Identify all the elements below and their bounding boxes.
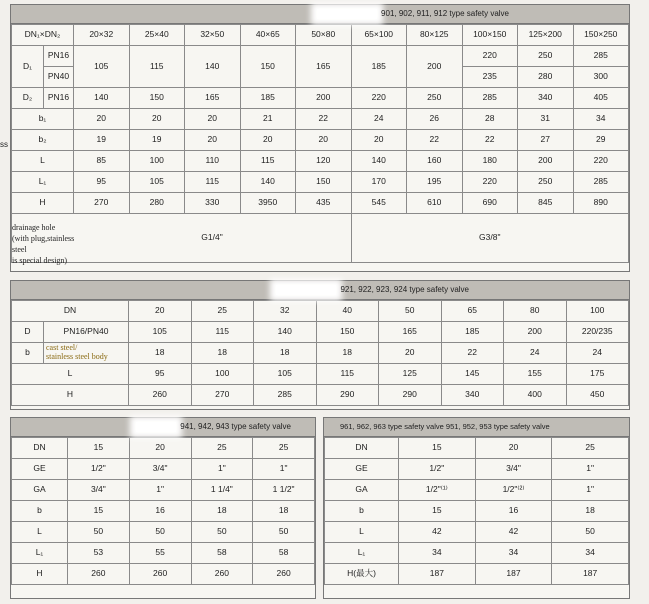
table-cell: 28	[462, 109, 518, 130]
table-cell: 34	[399, 543, 476, 564]
table-cell: 22	[407, 130, 463, 151]
table-cell: 1"	[253, 459, 315, 480]
table-cell: 18	[191, 501, 253, 522]
table-cell: 1 1/4"	[191, 480, 253, 501]
table-cell: 1 1/2"	[253, 480, 315, 501]
table-cell: 125	[379, 364, 442, 385]
row-sublabel: PN16	[44, 46, 74, 67]
table-row	[325, 522, 629, 543]
note-line: cast steel/	[46, 343, 78, 353]
table-cell: 50	[129, 522, 191, 543]
table-cell: 187	[475, 564, 552, 585]
table-cell: 285	[573, 46, 629, 67]
table-cell: 610	[407, 193, 463, 214]
table-cell: 18	[191, 343, 254, 364]
table-cell: 18	[552, 501, 629, 522]
table-cell: 16	[475, 501, 552, 522]
dimension-table	[11, 24, 629, 263]
table-cell: 115	[191, 322, 254, 343]
row-label: DN	[12, 438, 68, 459]
table-cell: 95	[74, 172, 130, 193]
table-cell: 22	[296, 109, 352, 130]
column-header: 40	[316, 301, 379, 322]
table-cell: 3/4"	[68, 480, 130, 501]
table-cell: 340	[441, 385, 504, 406]
table-cell: 145	[441, 364, 504, 385]
table-cell: 115	[240, 151, 296, 172]
table-cell: 115	[185, 172, 241, 193]
column-header: 80	[504, 301, 567, 322]
row-sublabel: PN16/PN40	[44, 322, 129, 343]
table-cell: 285	[254, 385, 317, 406]
column-header: 25	[191, 301, 254, 322]
table-cell: 220/235	[566, 322, 629, 343]
row-label: GA	[325, 480, 399, 501]
note-line: stainless steel body	[46, 352, 108, 361]
table-cell: 260	[68, 564, 130, 585]
table-cell: 260	[129, 385, 192, 406]
table-cell: 50	[552, 522, 629, 543]
table-cell: 405	[573, 88, 629, 109]
table-cell: 845	[518, 193, 574, 214]
table-cell: 150	[129, 88, 185, 109]
table-cell: 220	[573, 151, 629, 172]
table-cell: 250	[407, 88, 463, 109]
table-cell: 3950	[240, 193, 296, 214]
table-cell: 50	[191, 522, 253, 543]
row-label: GE	[12, 459, 68, 480]
table-cell: 235	[462, 67, 518, 88]
table-cell: 140	[240, 172, 296, 193]
body-note-cell	[44, 343, 129, 364]
table-cell: 220	[351, 88, 407, 109]
table-row	[12, 480, 315, 501]
table-cell: 55	[129, 543, 191, 564]
column-header: 125×200	[518, 25, 574, 46]
table-cell: 19	[129, 130, 185, 151]
table-cell: 160	[407, 151, 463, 172]
table-cell: 185	[351, 46, 407, 88]
column-header: 40×65	[240, 25, 296, 46]
column-header: 65×100	[351, 25, 407, 46]
table-cell: 115	[316, 364, 379, 385]
table-cell: 185	[441, 322, 504, 343]
table-row	[325, 438, 629, 459]
table-cell: 400	[504, 385, 567, 406]
table-cell: 435	[296, 193, 352, 214]
table-cell: 165	[379, 322, 442, 343]
table-cell: G1/4"	[74, 214, 352, 263]
table-cell: 25	[552, 438, 629, 459]
table-cell: 200	[296, 88, 352, 109]
table-row	[12, 88, 629, 109]
table-cell: 1"	[552, 459, 629, 480]
table-cell: 200	[504, 322, 567, 343]
table-cell: 50	[253, 522, 315, 543]
table-cell: 21	[240, 109, 296, 130]
table-cell: 22	[462, 130, 518, 151]
column-header: 100	[566, 301, 629, 322]
table-cell: 115	[129, 46, 185, 88]
table-cell: 25	[253, 438, 315, 459]
table-cell: 105	[254, 364, 317, 385]
row-label: b	[12, 501, 68, 522]
table-cell: 26	[407, 109, 463, 130]
row-label: H(最大)	[325, 564, 399, 585]
table-cell: 1"	[129, 480, 191, 501]
table-cell: 140	[254, 322, 317, 343]
table-row	[12, 214, 629, 263]
table-cell: 105	[129, 172, 185, 193]
table-cell: 200	[407, 46, 463, 88]
table-cell: 20	[74, 109, 130, 130]
table-cell: 1"	[191, 459, 253, 480]
row-label: DN	[325, 438, 399, 459]
table-cell: 270	[74, 193, 130, 214]
table-cell: 50	[68, 522, 130, 543]
table-cell: 175	[566, 364, 629, 385]
data-rows	[325, 438, 629, 585]
table-cell: 31	[518, 109, 574, 130]
table-cell: 18	[254, 343, 317, 364]
row-label: b₂	[12, 130, 74, 151]
row-label: H	[12, 564, 68, 585]
column-header: 25×40	[129, 25, 185, 46]
table-row	[12, 543, 315, 564]
table-cell: 18	[316, 343, 379, 364]
table-cell: 34	[552, 543, 629, 564]
table-row	[12, 151, 629, 172]
header-row	[12, 25, 629, 46]
table-cell: 285	[573, 172, 629, 193]
row-label: D₁	[12, 46, 44, 88]
table-cell: 20	[129, 438, 191, 459]
header-row	[12, 301, 629, 322]
table-cell: 285	[462, 88, 518, 109]
table-cell: 24	[351, 109, 407, 130]
row-sublabel: PN16	[44, 88, 74, 109]
table-row	[12, 385, 629, 406]
table-cell: 18	[253, 501, 315, 522]
dimension-table	[11, 437, 315, 585]
row-label: L₁	[325, 543, 399, 564]
table-row	[12, 172, 629, 193]
table-cell: 29	[573, 130, 629, 151]
table-cell: 15	[68, 438, 130, 459]
table-cell: 20	[351, 130, 407, 151]
table-row	[12, 438, 315, 459]
table-cell: 20	[185, 109, 241, 130]
table-cell: 250	[518, 46, 574, 67]
row-label: b	[12, 343, 44, 364]
table-title: 901, 902, 911, 912 type safety valve	[11, 5, 629, 24]
table-cell: 187	[399, 564, 476, 585]
table-row	[12, 130, 629, 151]
table-cell: 290	[316, 385, 379, 406]
table-cell: 290	[379, 385, 442, 406]
table-cell: 170	[351, 172, 407, 193]
row-label: L	[12, 522, 68, 543]
table-cell: 155	[504, 364, 567, 385]
table-row	[325, 501, 629, 522]
table-row	[12, 343, 629, 364]
dimension-table	[324, 437, 629, 585]
table-row	[12, 109, 629, 130]
table-cell: 1"	[552, 480, 629, 501]
table-cell: 220	[462, 46, 518, 67]
column-header: 50	[379, 301, 442, 322]
table-title: 941, 942, 943 type safety valve	[11, 418, 315, 437]
table-cell: 270	[191, 385, 254, 406]
table-cell: 95	[129, 364, 192, 385]
data-rows	[12, 438, 315, 585]
table-cell: 53	[68, 543, 130, 564]
table-cell: 85	[74, 151, 130, 172]
note-line: is special design)	[12, 256, 68, 265]
table-cell: 3/4"	[129, 459, 191, 480]
table-cell: 20	[296, 130, 352, 151]
table-cell: 16	[129, 501, 191, 522]
table-cell: 195	[407, 172, 463, 193]
row-label: b₁	[12, 109, 74, 130]
row-label: GA	[12, 480, 68, 501]
table-cell: 100	[191, 364, 254, 385]
row-label: L₁	[12, 172, 74, 193]
table-cell: 260	[191, 564, 253, 585]
table-cell: 25	[191, 438, 253, 459]
row-sublabel: PN40	[44, 67, 74, 88]
table-row	[12, 322, 629, 343]
table-cell: 165	[185, 88, 241, 109]
row-label: L₁	[12, 543, 68, 564]
table-cell: 185	[240, 88, 296, 109]
column-header: DN₁×DN₂	[12, 25, 74, 46]
table-cell: 120	[296, 151, 352, 172]
table-row	[12, 459, 315, 480]
table-cell: 545	[351, 193, 407, 214]
edge-fragment: ss	[0, 140, 8, 149]
table-cell: 20	[129, 109, 185, 130]
table-cell: 34	[475, 543, 552, 564]
table-cell: 20	[475, 438, 552, 459]
table-cell: 220	[462, 172, 518, 193]
table-cell: 19	[74, 130, 130, 151]
table-941-943	[10, 417, 316, 599]
row-label: L	[12, 364, 129, 385]
table-cell: 24	[504, 343, 567, 364]
table-cell: 150	[316, 322, 379, 343]
column-header: 20	[129, 301, 192, 322]
row-label: b	[325, 501, 399, 522]
row-label: GE	[325, 459, 399, 480]
column-header: 80×125	[407, 25, 463, 46]
table-cell: 34	[573, 109, 629, 130]
table-cell: 3/4"	[475, 459, 552, 480]
table-cell: 42	[399, 522, 476, 543]
table-cell: 20	[240, 130, 296, 151]
table-cell: 280	[518, 67, 574, 88]
row-label: H	[12, 193, 74, 214]
column-header: 100×150	[462, 25, 518, 46]
table-cell: 105	[74, 46, 130, 88]
table-title: 921, 922, 923, 924 type safety valve	[11, 281, 629, 300]
table-cell: 1/2"	[399, 459, 476, 480]
table-row	[12, 46, 629, 67]
table-cell: 58	[253, 543, 315, 564]
table-cell: 330	[185, 193, 241, 214]
table-cell: 20	[379, 343, 442, 364]
column-header: 32	[254, 301, 317, 322]
table-cell: 260	[253, 564, 315, 585]
table-row	[12, 364, 629, 385]
table-cell: 250	[518, 172, 574, 193]
table-row	[325, 564, 629, 585]
table-cell: 260	[129, 564, 191, 585]
table-cell: 15	[68, 501, 130, 522]
table-cell: 22	[441, 343, 504, 364]
table-cell: 180	[462, 151, 518, 172]
table-cell: 1/2"⁽¹⁾	[399, 480, 476, 501]
table-cell: 27	[518, 130, 574, 151]
table-cell: 58	[191, 543, 253, 564]
dimension-table	[11, 300, 629, 406]
table-row	[325, 543, 629, 564]
table-cell: 110	[185, 151, 241, 172]
table-row	[325, 480, 629, 501]
table-cell: 15	[399, 438, 476, 459]
table-cell: 280	[129, 193, 185, 214]
table-cell: 20	[185, 130, 241, 151]
drain-note	[12, 222, 74, 266]
row-label: D	[12, 322, 44, 343]
table-cell: 1/2"⁽²⁾	[475, 480, 552, 501]
table-row	[12, 522, 315, 543]
table-cell: 165	[296, 46, 352, 88]
table-cell: 18	[129, 343, 192, 364]
table-cell: 140	[185, 46, 241, 88]
note-line: (with plug,stainless	[12, 234, 75, 243]
row-label: D₂	[12, 88, 44, 109]
row-label: L	[325, 522, 399, 543]
table-row	[12, 501, 315, 522]
row-label: H	[12, 385, 129, 406]
column-header: 65	[441, 301, 504, 322]
table-921-924	[10, 280, 630, 410]
table-cell: 140	[351, 151, 407, 172]
table-cell: 15	[399, 501, 476, 522]
table-cell: 200	[518, 151, 574, 172]
note-line: steel	[12, 245, 27, 254]
table-cell: 340	[518, 88, 574, 109]
column-header: 20×32	[74, 25, 130, 46]
table-cell: 187	[552, 564, 629, 585]
table-row	[12, 193, 629, 214]
table-cell: 42	[475, 522, 552, 543]
column-header: 32×50	[185, 25, 241, 46]
table-cell: 105	[129, 322, 192, 343]
table-cell: 140	[74, 88, 130, 109]
data-rows	[12, 109, 629, 214]
row-label: L	[12, 151, 74, 172]
data-rows	[12, 364, 629, 406]
table-901-912	[10, 4, 630, 272]
table-cell: 24	[566, 343, 629, 364]
note-line: drainage hole	[12, 223, 56, 232]
table-961-963	[323, 417, 630, 599]
table-cell: 890	[573, 193, 629, 214]
table-row	[325, 459, 629, 480]
table-cell: 150	[296, 172, 352, 193]
table-cell: 450	[566, 385, 629, 406]
table-cell: 300	[573, 67, 629, 88]
column-header: 50×80	[296, 25, 352, 46]
table-title: 961, 962, 963 type safety valve 951, 952, 953 type safety valve	[324, 418, 629, 437]
column-header: 150×250	[573, 25, 629, 46]
table-cell: 150	[240, 46, 296, 88]
table-cell: 100	[129, 151, 185, 172]
table-row	[12, 564, 315, 585]
column-header: DN	[12, 301, 129, 322]
table-cell: 690	[462, 193, 518, 214]
table-cell: G3/8"	[351, 214, 629, 263]
table-cell: 1/2"	[68, 459, 130, 480]
